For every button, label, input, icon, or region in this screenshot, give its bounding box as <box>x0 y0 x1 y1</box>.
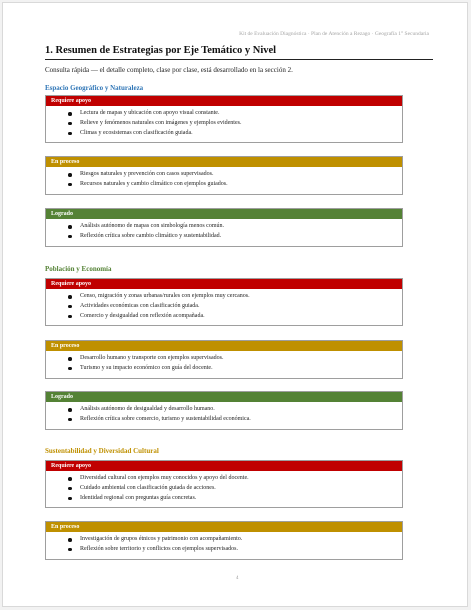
bullet-icon <box>68 477 72 481</box>
bullet-icon <box>68 408 72 412</box>
bullet-icon <box>68 367 72 371</box>
bullet-icon <box>68 173 72 177</box>
document-page <box>2 2 468 607</box>
list-item: Actividades económicas con clasificación guiada. <box>46 302 402 312</box>
bullet-icon <box>68 235 72 239</box>
bullet-icon <box>68 183 72 187</box>
box-header: En proceso <box>46 157 402 167</box>
list-item: Lectura de mapas y ubicación con apoyo visual constante. <box>46 109 402 119</box>
bullet-icon <box>68 132 72 136</box>
section-heading-espacio: Espacio Geográfico y Naturaleza <box>45 84 144 92</box>
list-item: Climas y ecosistemas con clasificación guiada. <box>46 129 402 139</box>
strategy-box-requiere-apoyo <box>45 278 403 326</box>
box-header: En proceso <box>46 522 402 532</box>
box-header: Logrado <box>46 392 402 402</box>
list-item: Riesgos naturales y prevención con casos supervisados. <box>46 170 402 180</box>
bullet-icon <box>68 487 72 491</box>
bullet-icon <box>68 122 72 126</box>
list-item: Análisis autónomo de desigualdad y desarrollo humano. <box>46 405 402 415</box>
box-header: Requiere apoyo <box>46 461 402 471</box>
list-item: Recursos naturales y cambio climático con ejemplos guiados. <box>46 180 402 190</box>
list-item: Reflexión crítica sobre cambio climático y sustentabilidad. <box>46 232 402 242</box>
section-heading-poblacion: Población y Economía <box>45 265 112 273</box>
strategy-box-en-proceso <box>45 340 403 379</box>
strategy-box-logrado <box>45 208 403 247</box>
bullet-icon <box>68 548 72 552</box>
bullet-icon <box>68 538 72 542</box>
box-header: Requiere apoyo <box>46 96 402 106</box>
bullet-icon <box>68 357 72 361</box>
list-item: Cuidado ambiental con clasificación guiada de acciones. <box>46 484 402 494</box>
bullet-icon <box>68 295 72 299</box>
bullet-icon <box>68 225 72 229</box>
list-item: Turismo y su impacto económico con guía del docente. <box>46 364 402 374</box>
running-header: Kit de Evaluación Diagnóstica · Plan de Atención a Rezago · Geografía 1° Secundaria <box>239 31 429 37</box>
box-header: En proceso <box>46 341 402 351</box>
page-number: 4 <box>236 576 239 581</box>
bullet-icon <box>68 497 72 501</box>
list-item: Investigación de grupos étnicos y patrimonio con acompañamiento. <box>46 535 402 545</box>
list-item: Desarrollo humano y transporte con ejemplos supervisados. <box>46 354 402 364</box>
bullet-icon <box>68 418 72 422</box>
list-item: Censo, migración y zonas urbanas/rurales con ejemplos muy cercanos. <box>46 292 402 302</box>
intro-text: Consulta rápida — el detalle completo, clase por clase, está desarrollado en la sección 2. <box>45 66 293 74</box>
list-item: Reflexión crítica sobre comercio, turismo y sustentabilidad económica. <box>46 415 402 425</box>
list-item: Diversidad cultural con ejemplos muy conocidos y apoyo del docente. <box>46 474 402 484</box>
box-header: Logrado <box>46 209 402 219</box>
bullet-icon <box>68 315 72 319</box>
section-heading-sustentabilidad: Sustentabilidad y Diversidad Cultural <box>45 447 159 455</box>
strategy-box-logrado <box>45 391 403 430</box>
list-item: Relieve y fenómenos naturales con imágenes y ejemplos evidentes. <box>46 119 402 129</box>
list-item: Reflexión sobre territorio y conflictos con ejemplos supervisados. <box>46 545 402 555</box>
strategy-box-en-proceso <box>45 156 403 195</box>
strategy-box-requiere-apoyo <box>45 460 403 508</box>
list-item: Identidad regional con preguntas guía concretas. <box>46 494 402 504</box>
strategy-box-requiere-apoyo <box>45 95 403 143</box>
section-title: 1. Resumen de Estrategias por Eje Temático y Nivel <box>45 45 433 60</box>
list-item: Comercio y desigualdad con reflexión acompañada. <box>46 312 402 322</box>
bullet-icon <box>68 112 72 116</box>
list-item: Análisis autónomo de mapas con simbología menos común. <box>46 222 402 232</box>
bullet-icon <box>68 305 72 309</box>
strategy-box-en-proceso <box>45 521 403 560</box>
box-header: Requiere apoyo <box>46 279 402 289</box>
